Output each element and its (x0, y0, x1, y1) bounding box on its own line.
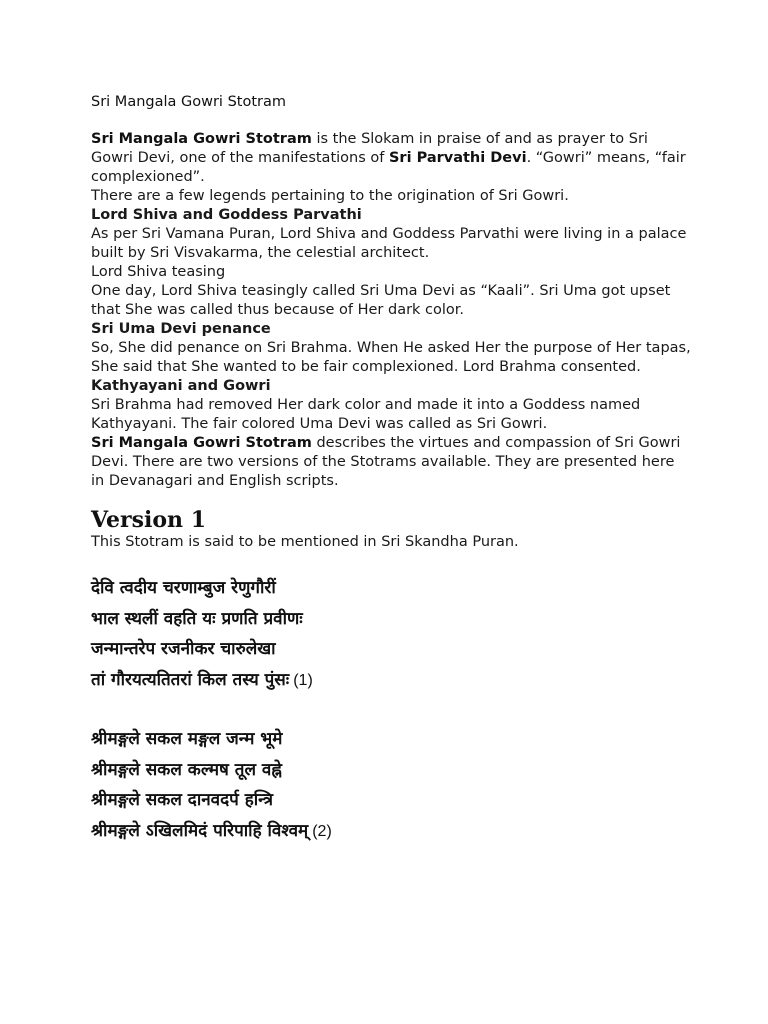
intro-bold-stotram-name: Sri Mangala Gowri Stotram (91, 131, 312, 147)
verse-line-text: तां गौरयत्यतितरां किल तस्य पुंसः (91, 669, 290, 690)
intro-text-b: . “Gowri” means, “fair complexioned”. (91, 150, 686, 185)
closing-text: describes the virtues and compassion of Sri Gowri Devi. There are two versions of the Stotrams available. They are presented here in Devanagari and English scripts. (91, 435, 681, 489)
verse-number: (1) (293, 671, 313, 689)
intro-text-a: is the Slokam in praise of and as prayer to Sri Gowri Devi, one of the manifestations of (91, 131, 648, 166)
verse-line: देवि त्वदीय चरणाम्बुज रेणुगौरीं (91, 578, 276, 598)
legend-section-kathyayani-gowri (91, 377, 691, 434)
verse-line: श्रीमङ्गले सकल मङ्गल जन्म भूमे (91, 729, 283, 749)
document-title: Sri Mangala Gowri Stotram (91, 94, 286, 110)
legend-section-shiva-teasing (91, 263, 691, 320)
section-text: So, She did penance on Sri Brahma. When He asked Her the purpose of Her tapas, She said that She wanted to be fair complexioned. Lord Brahma consented. (91, 340, 691, 375)
legend-section-shiva-parvathi (91, 206, 691, 263)
verse-line: श्रीमङ्गले सकल दानवदर्प हन्त्रि (91, 790, 274, 810)
verse-line-text: श्रीमङ्गले ऽखिलमिदं परिपाहि विश्वम् (91, 820, 309, 841)
verse-number: (2) (312, 822, 332, 840)
version-title: Version 1 (91, 507, 207, 533)
intro-bold-parvathi: Sri Parvathi Devi (388, 150, 527, 166)
closing-bold-stotram-name: Sri Mangala Gowri Stotram (91, 435, 312, 451)
section-text: One day, Lord Shiva teasingly called Sri Uma Devi as “Kaali”. Sri Uma got upset that She was called thus because of Her dark color. (91, 283, 671, 318)
section-text: Sri Brahma had removed Her dark color and made it into a Goddess named Kathyayani. The fair colored Uma Devi was called as Sri Gowri. (91, 397, 641, 432)
intro-paragraph (91, 130, 691, 187)
legend-section-uma-penance (91, 320, 691, 377)
verse-line: श्रीमङ्गले सकल कल्मष तूल वह्ने (91, 759, 282, 780)
section-heading: Sri Uma Devi penance (91, 321, 271, 337)
verse-line: जन्मान्तरेप रजनीकर चारुलेखा (91, 639, 276, 659)
document-page (91, 93, 691, 847)
verse-1 (91, 573, 691, 696)
verse-line-last (91, 665, 691, 697)
verse-line-last (91, 816, 691, 848)
closing-section (91, 434, 691, 491)
intro-section (91, 130, 691, 206)
closing-paragraph (91, 434, 691, 491)
section-heading: Kathyayani and Gowri (91, 378, 271, 394)
verse-line: भाल स्थलीं वहति यः प्रणति प्रवीणः (91, 608, 303, 629)
section-heading: Lord Shiva and Goddess Parvathi (91, 207, 362, 223)
version-description: This Stotram is said to be mentioned in Sri Skandha Puran. (91, 534, 519, 550)
intro-legends-line: There are a few legends pertaining to the origination of Sri Gowri. (91, 188, 569, 204)
verse-2 (91, 724, 691, 847)
section-heading: Lord Shiva teasing (91, 264, 226, 280)
section-text: As per Sri Vamana Puran, Lord Shiva and Goddess Parvathi were living in a palace built by Sri Visvakarma, the celestial architect. (91, 226, 687, 261)
